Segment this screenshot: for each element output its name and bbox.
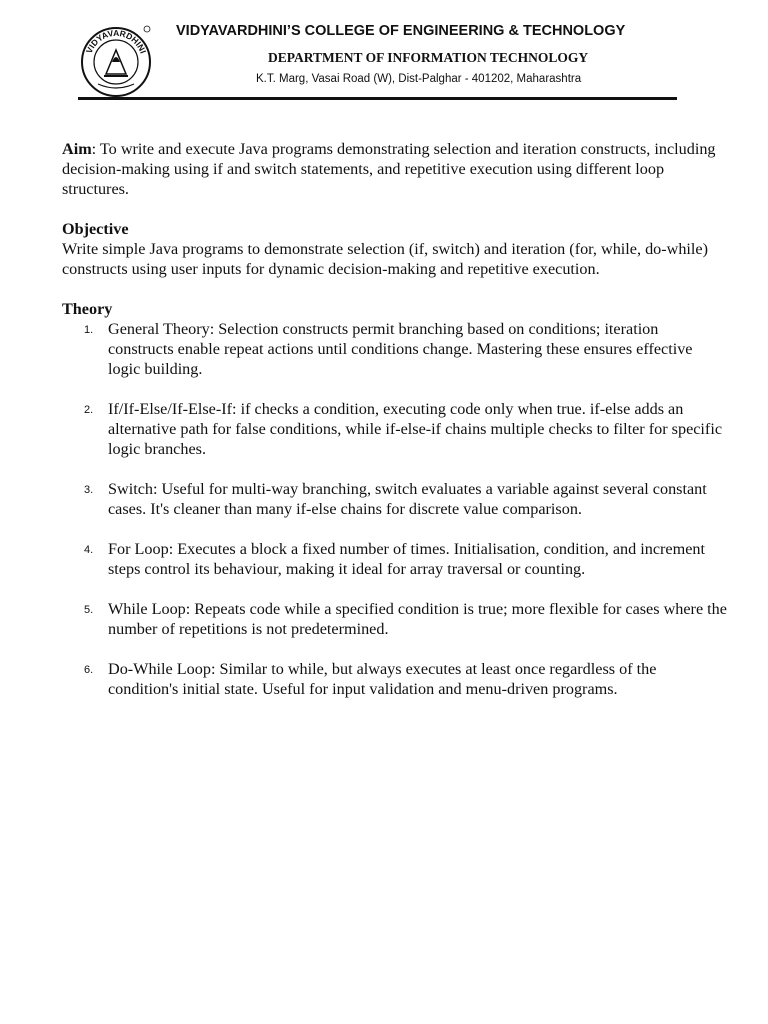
list-text: Switch: Useful for multi-way branching, switch evaluates a variable against several constant cases. It's cleaner than many if-else chains for discrete value comparison. [108,480,707,518]
objective-text: Write simple Java programs to demonstrate selection (if, switch) and iteration (for, while, do-while) constructs using user inputs for dynamic decision-making and repetitive execution. [62,240,709,278]
list-item [62,319,727,379]
list-text: General Theory: Selection constructs permit branching based on conditions; iteration constructs enable repeat actions until conditions change. Mastering these ensures effective logic building. [108,320,693,378]
list-text: Do-While Loop: Similar to while, but always executes at least once regardless of the condition's initial state. Useful for input validation and menu-driven programs. [108,660,657,698]
college-seal-icon [76,22,156,98]
list-number: 5. [84,604,94,616]
objective-heading: Objective [62,220,129,238]
header-divider [78,97,677,100]
logo-text: VIDYAVARDHINI [83,27,149,55]
document-body [62,139,727,719]
list-item [62,399,727,459]
list-number: 3. [84,484,94,496]
aim-text: : To write and execute Java programs demonstrating selection and iteration constructs, including decision-making using if and switch statements, and repetitive execution using different loop structures. [62,140,716,198]
aim-label: Aim [62,140,92,158]
list-number: 1. [84,324,94,336]
aim-section [62,139,727,199]
theory-heading: Theory [62,300,113,318]
list-item [62,539,727,579]
theory-list [62,319,727,699]
list-item [62,659,727,699]
list-text: While Loop: Repeats code while a specified condition is true; more flexible for cases where the number of repetitions is not predetermined. [108,600,727,638]
department-name: DEPARTMENT OF INFORMATION TECHNOLOGY [268,50,589,65]
list-number: 6. [84,664,94,676]
college-address: K.T. Marg, Vasai Road (W), Dist-Palghar - 401202, Maharashtra [256,73,582,85]
document-header [0,0,768,104]
list-item [62,599,727,639]
list-number: 2. [84,404,94,416]
college-name: VIDYAVARDHINI’S COLLEGE OF ENGINEERING & TECHNOLOGY [176,23,626,39]
list-number: 4. [84,544,94,556]
list-text: For Loop: Executes a block a fixed number of times. Initialisation, condition, and increment steps control its behaviour, making it ideal for array traversal or counting. [108,540,705,578]
list-item [62,479,727,519]
list-text: If/If-Else/If-Else-If: if checks a condition, executing code only when true. if-else adds an alternative path for false conditions, while if-else-if chains multiple checks to filter for specific logic branches. [108,400,723,458]
